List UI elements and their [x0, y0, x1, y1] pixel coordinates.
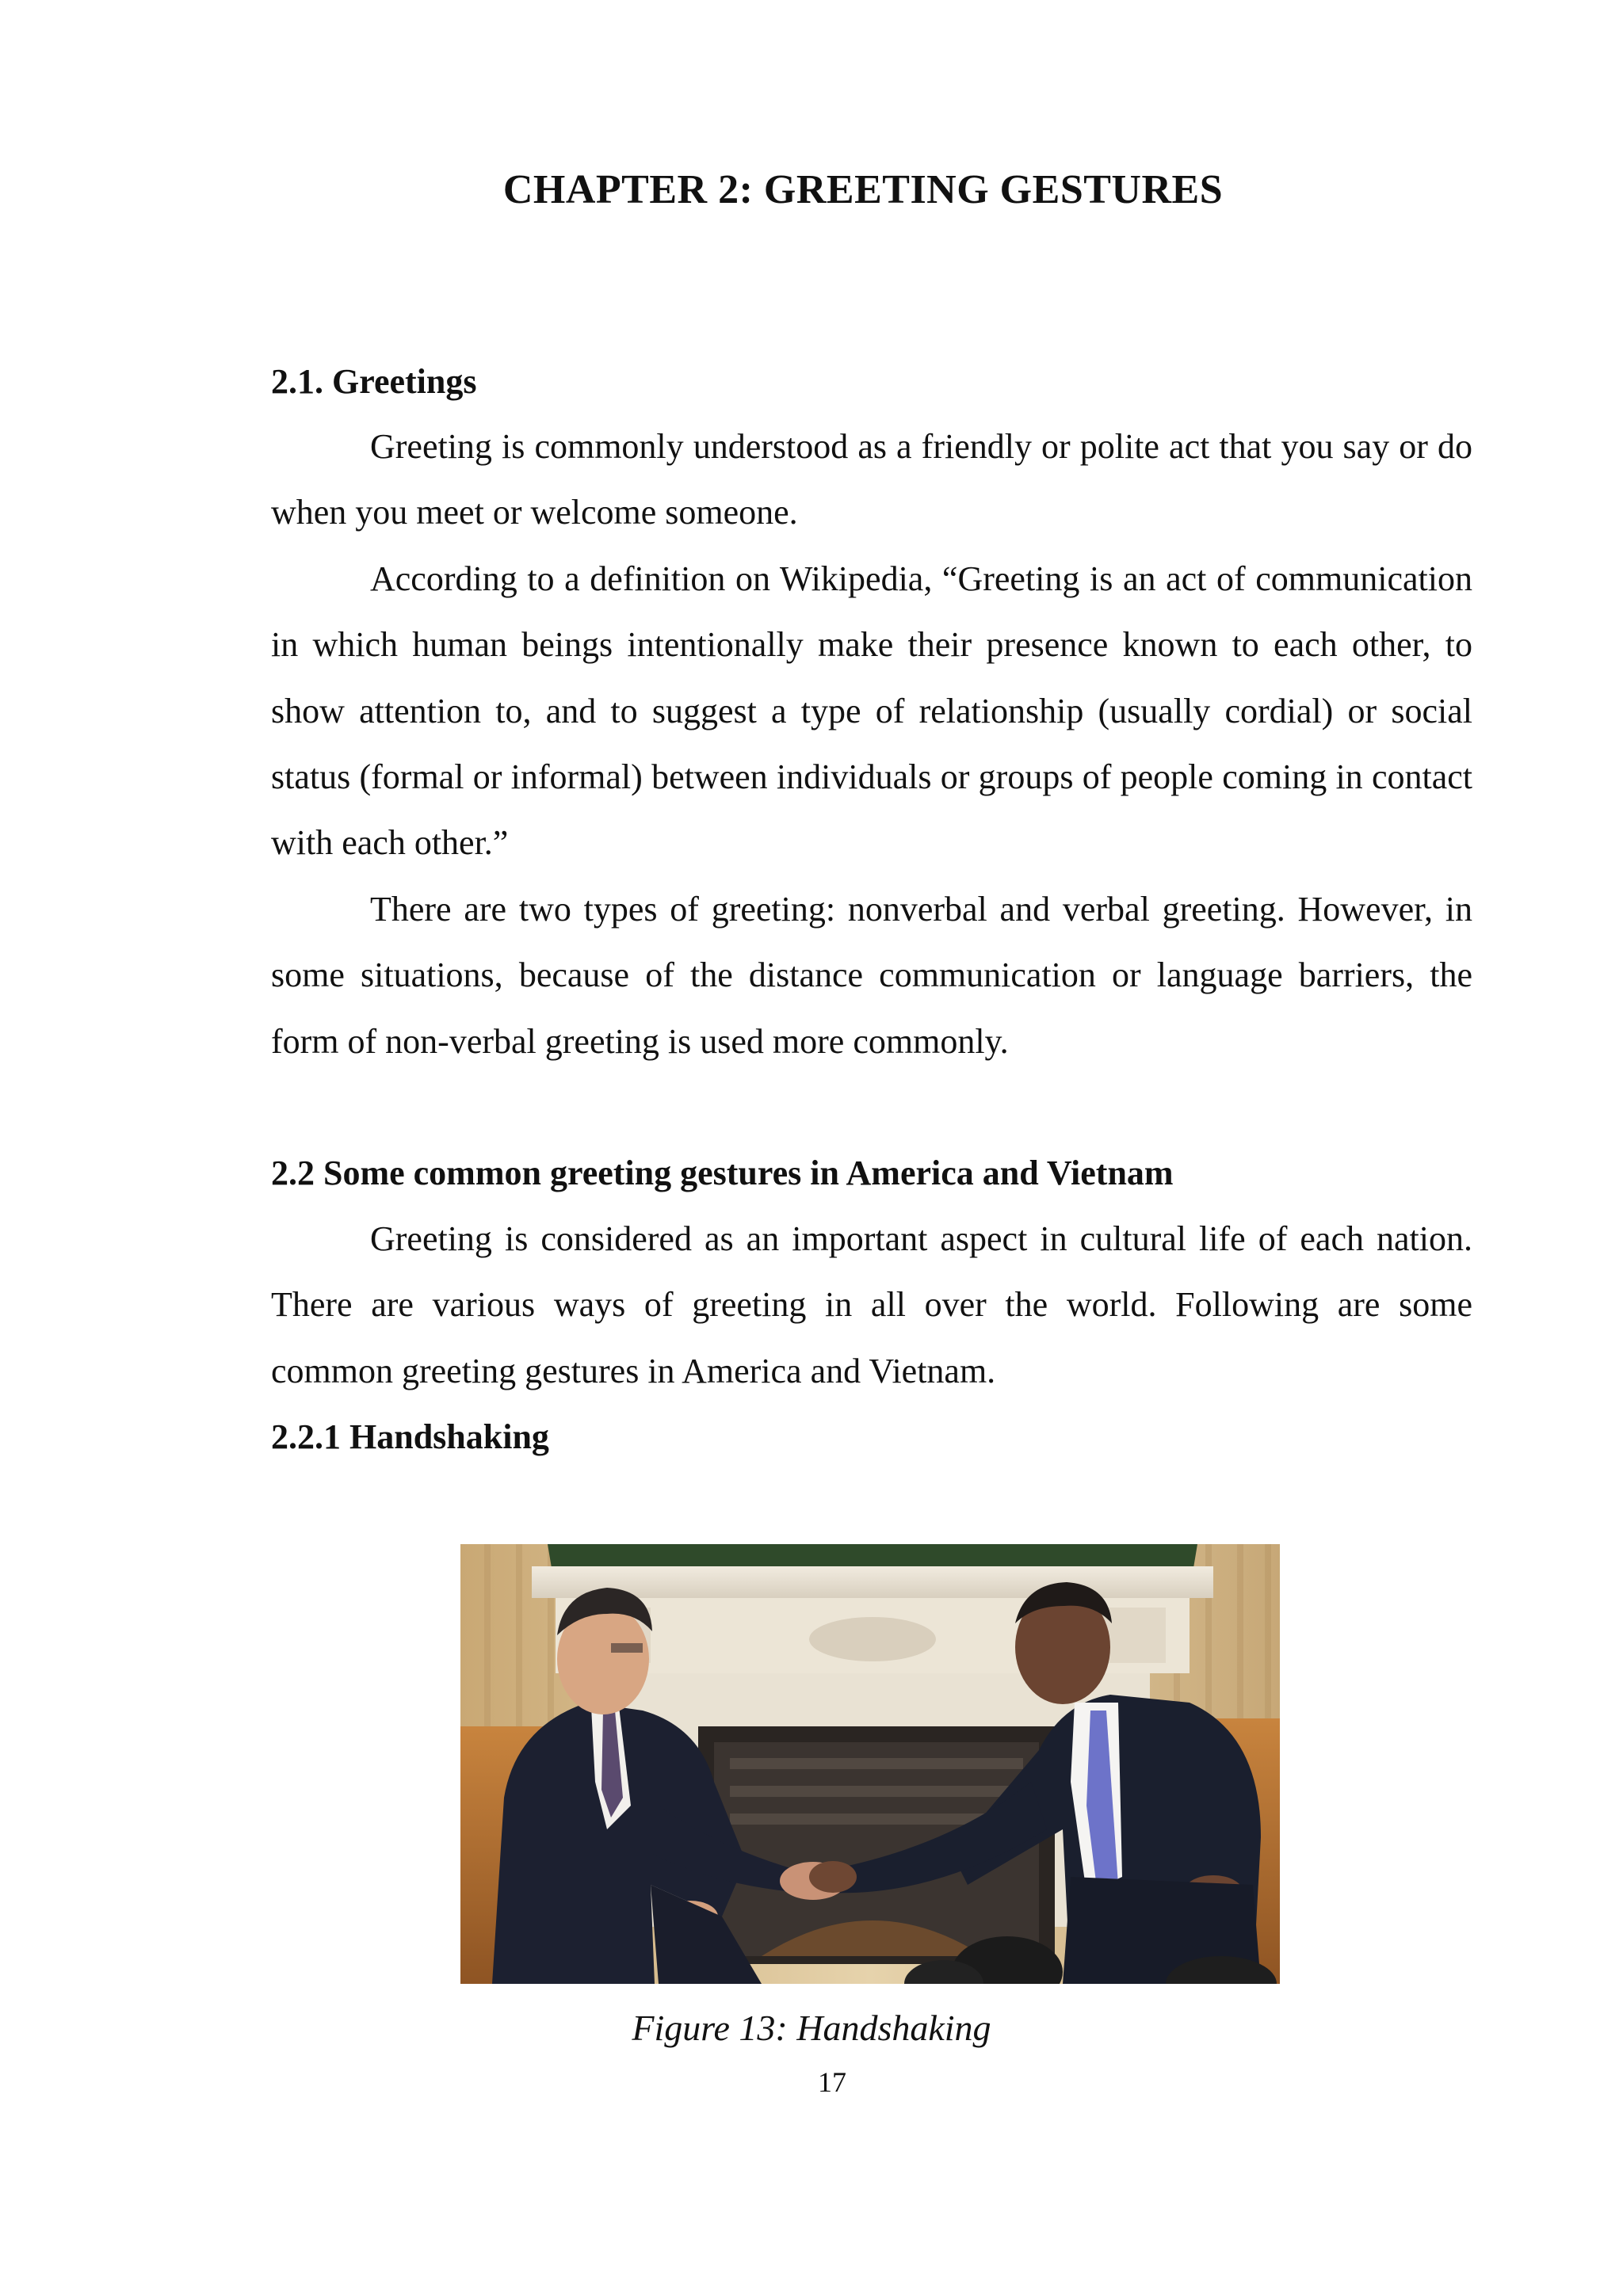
paragraph-types-of-greeting: There are two types of greeting: nonverbal and verbal greeting. However, in some situations, because of the distance communication or language barriers, the form of non-verbal greeting is used more commonly. [271, 890, 1472, 1061]
section-heading-2-1: 2.1. Greetings [271, 362, 477, 401]
paragraph-greeting-definition: Greeting is commonly understood as a friendly or polite act that you say or do when you meet or welcome someone. [271, 427, 1472, 532]
chapter-title: CHAPTER 2: GREETING GESTURES [502, 167, 1224, 212]
page-number: 17 [818, 2066, 846, 2098]
figure-caption: Figure 13: Handshaking [632, 2008, 991, 2048]
handshake-photo [460, 1544, 1280, 1984]
paragraph-wikipedia-definition: According to a definition on Wikipedia, “Greeting is an act of communication in which human beings intentionally make their presence known to each other, to show attention to, and to suggest a type of relationship (usually cordial) or social status (formal or informal) between individuals or groups of people coming in contact with each other.” [271, 559, 1472, 863]
paragraph-greeting-importance: Greeting is considered as an important aspect in cultural life of each nation. There are various ways of greeting in all over the world. Following are some common greeting gestures in America and Vietnam. [271, 1219, 1472, 1390]
section-heading-2-2: 2.2 Some common greeting gestures in America and Vietnam [271, 1154, 1174, 1192]
section-heading-2-2-1: 2.2.1 Handshaking [271, 1417, 549, 1456]
